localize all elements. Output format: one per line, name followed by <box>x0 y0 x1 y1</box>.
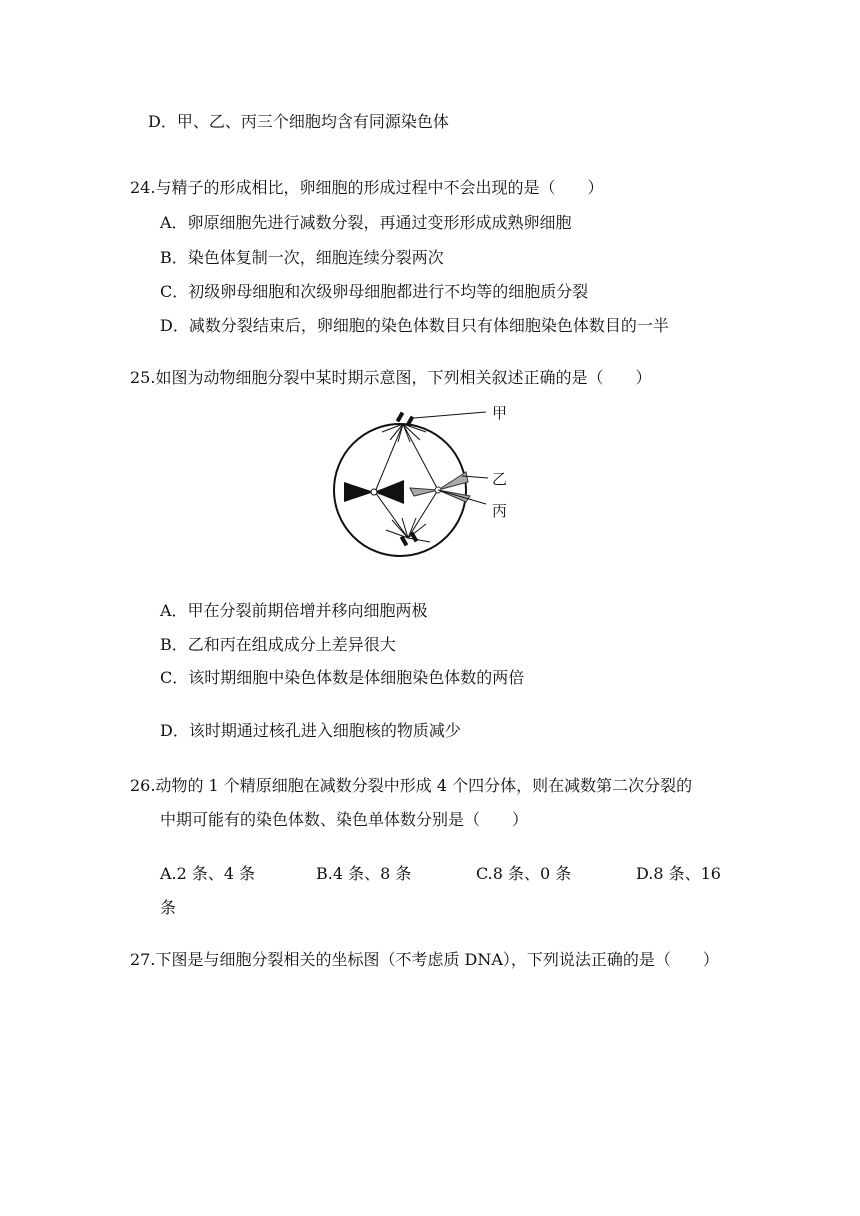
bottom-centrosome <box>386 518 430 546</box>
q25-option-d: D．该时期通过核孔进入细胞核的物质减少 <box>160 721 461 740</box>
gray-chromosome <box>410 472 470 502</box>
q24-stem: 24.与精子的形成相比，卵细胞的形成过程中不会出现的是（ ） <box>130 178 604 197</box>
prev-option-d: D．甲、乙、丙三个细胞均含有同源染色体 <box>148 112 449 131</box>
q25-option-a: A．甲在分裂前期倍增并移向细胞两极 <box>160 601 428 620</box>
q24-option-c: C．初级卵母细胞和次级卵母细胞都进行不均等的细胞质分裂 <box>160 282 589 301</box>
label-bing: 丙 <box>492 502 508 520</box>
q24-option-d: D．减数分裂结束后，卵细胞的染色体数目只有体细胞染色体数目的一半 <box>160 316 669 335</box>
q25-option-c: C．该时期细胞中染色体数是体细胞染色体数的两倍 <box>160 668 525 687</box>
q26-option-d-wrap: 条 <box>160 898 177 917</box>
q26-option-d: D.8 条、16 <box>636 864 721 883</box>
leader-line-bing <box>438 490 486 504</box>
q26-stem-line2: 中期可能有的染色体数、染色单体数分别是（ ） <box>160 810 529 829</box>
q26-stem-line1: 26.动物的 1 个精原细胞在减数分裂中形成 4 个四分体，则在减数第二次分裂的 <box>130 776 693 795</box>
q27-stem: 27.下图是与细胞分裂相关的坐标图（不考虑质 DNA），下列说法正确的是（ ） <box>130 950 719 969</box>
q26-option-b: B.4 条、8 条 <box>316 864 412 883</box>
q26-option-c: C.8 条、0 条 <box>476 864 572 883</box>
leader-line-jia <box>414 412 486 418</box>
q26-option-a: A.2 条、4 条 <box>160 864 256 883</box>
cell-division-figure <box>330 392 530 592</box>
q25-stem: 25.如图为动物细胞分裂中某时期示意图，下列相关叙述正确的是（ ） <box>130 368 652 387</box>
black-chromosome <box>344 480 404 504</box>
q24-option-a: A．卵原细胞先进行减数分裂，再通过变形形成成熟卵细胞 <box>160 213 572 232</box>
q24-option-b: B．染色体复制一次，细胞连续分裂两次 <box>160 248 444 267</box>
label-jia: 甲 <box>492 404 508 422</box>
label-yi: 乙 <box>492 470 508 488</box>
spindle-fibers <box>375 424 438 538</box>
q25-option-b: B．乙和丙在组成成分上差异很大 <box>160 635 396 654</box>
